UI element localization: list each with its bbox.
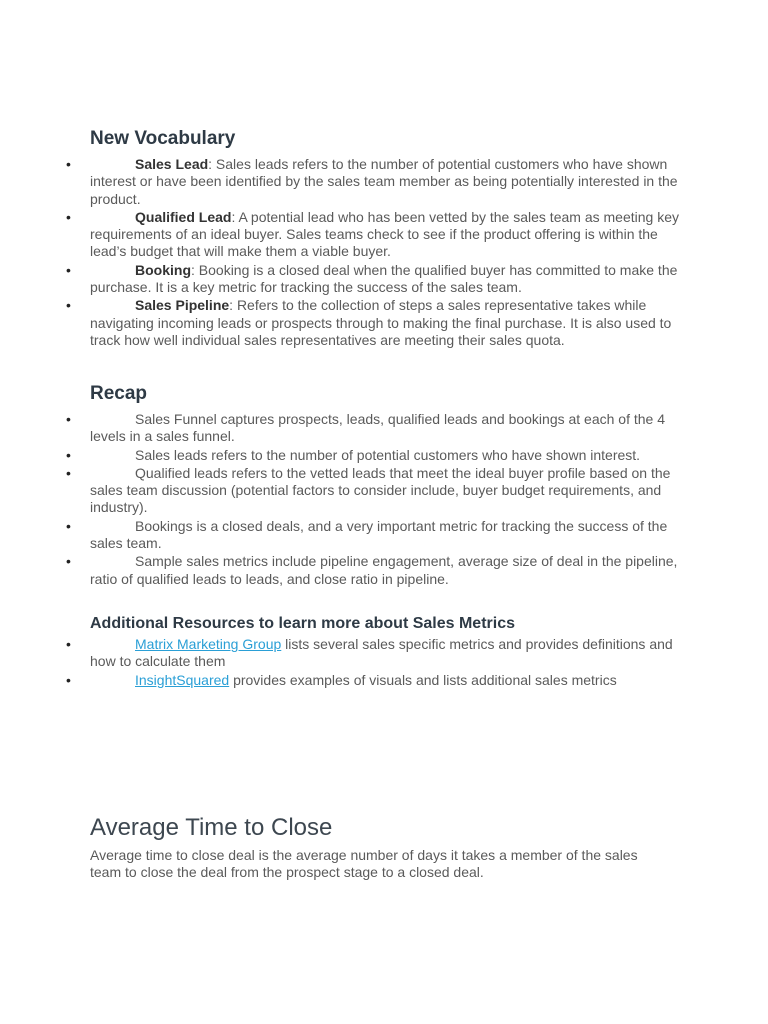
recap-text: Bookings is a closed deals, and a very important metric for tracking the success of the sales team.: [90, 517, 668, 552]
list-item: [66, 208, 680, 261]
vocab-term: Sales Lead: [135, 156, 209, 172]
list-item: [66, 297, 680, 349]
resource-description: lists several sales specific metrics and provides definitions and how to calculate them: [90, 636, 673, 670]
matrix-marketing-group-link[interactable]: Matrix Marketing Group: [135, 636, 282, 652]
list-item: [66, 636, 680, 671]
recap-list: [66, 411, 680, 589]
bullet-icon: •: [66, 671, 71, 688]
vocab-definition: : A potential lead who has been vetted by the sales team as meeting key requirements of an ideal buyer. Sales teams check to see if the product offering is within the lead’s budget that will make them a viable buyer.: [90, 208, 679, 260]
list-item: [66, 671, 680, 689]
recap-text: Sample sales metrics include pipeline engagement, average size of deal in the pipeline, ratio of qualified leads to leads, and close ratio in pipeline.: [90, 553, 678, 587]
recap-text: Sales Funnel captures prospects, leads, qualified leads and bookings at each of the 4 levels in a sales funnel.: [90, 411, 666, 445]
bullet-icon: •: [66, 297, 71, 314]
bullet-icon: •: [66, 464, 71, 481]
average-time-to-close-paragraph: Average time to close deal is the average number of days it takes a member of the sales team to close the deal from the prospect stage to a closed deal.: [90, 847, 638, 881]
bullet-icon: •: [66, 517, 71, 534]
vocab-term: Qualified Lead: [135, 208, 232, 225]
bullet-icon: •: [66, 636, 71, 652]
insightsquared-link[interactable]: InsightSquared: [135, 671, 230, 688]
bullet-icon: •: [66, 446, 71, 463]
vocab-term: Sales Pipeline: [135, 297, 230, 314]
recap-text: Sales leads refers to the number of potential customers who have shown interest.: [135, 446, 641, 463]
list-item: [66, 261, 680, 297]
vocab-definition: : Refers to the collection of steps a sales representative takes while navigating incoming leads or prospects through to making the final purchase. It is also used to track how well individual sales representatives are meeting their sales quota.: [90, 297, 672, 348]
average-time-to-close-heading: Average Time to Close: [90, 814, 333, 841]
vocab-definition: : Booking is a closed deal when the qualified buyer has committed to make the purchase. It is a key metric for tracking the success of the sales team.: [90, 261, 678, 296]
recap-heading: Recap: [90, 383, 148, 404]
new-vocabulary-heading: New Vocabulary: [90, 128, 236, 149]
bullet-icon: •: [66, 156, 71, 172]
list-item: [66, 553, 680, 588]
additional-resources-heading: Additional Resources to learn more about Sales Metrics: [90, 615, 515, 632]
vocabulary-list: [66, 156, 680, 350]
recap-text: Qualified leads refers to the vetted leads that meet the ideal buyer profile based on the sales team discussion (potential factors to consider include, buyer budget requirements, and industry).: [90, 464, 671, 516]
resource-description: provides examples of visuals and lists additional sales metrics: [229, 671, 617, 688]
bullet-icon: •: [66, 208, 71, 225]
resources-list: [66, 636, 680, 690]
vocab-definition: : Sales leads refers to the number of potential customers who have shown interest or have been identified by the sales team member as being potentially interested in the product.: [90, 156, 678, 207]
list-item: [66, 446, 680, 464]
bullet-icon: •: [66, 553, 71, 570]
list-item: [66, 517, 680, 553]
list-item: [66, 156, 680, 208]
bullet-icon: •: [66, 261, 71, 278]
vocab-term: Booking: [135, 261, 191, 278]
bullet-icon: •: [66, 411, 71, 427]
list-item: [66, 411, 680, 446]
list-item: [66, 464, 680, 517]
